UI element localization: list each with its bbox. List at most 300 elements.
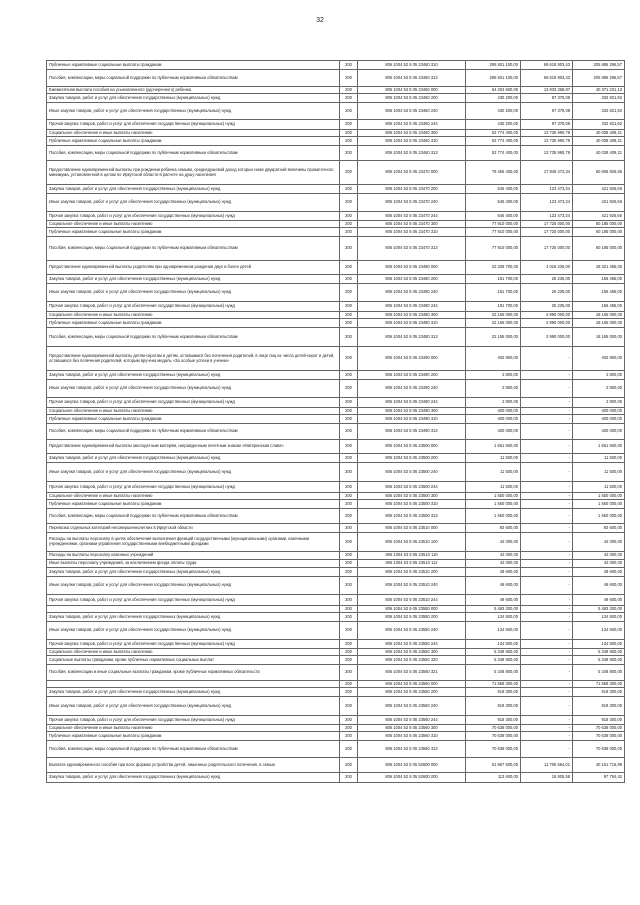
cell-executed: - xyxy=(521,606,573,613)
cell-approved: 545 400,00 xyxy=(466,194,521,212)
cell-description: Пособия, компенсации, меры социальной поддержки по публичным нормативным обязательствам xyxy=(47,741,340,758)
cell-budget-classification-code: 806 1004 53 5 05 23490 244 xyxy=(358,398,466,408)
cell-approved: 545 400,00 xyxy=(466,212,521,221)
cell-executed: - xyxy=(521,463,573,482)
cell-description: Предоставление единовременной выплаты многодетным матерям, награжденным почетным знаком «Материнская слава» xyxy=(47,440,340,454)
cell-executed: 3 990 000,00 xyxy=(521,312,573,319)
cell-unexecuted: 332 821,92 xyxy=(573,94,625,103)
cell-executed: - xyxy=(521,640,573,649)
cell-description: Закупка товаров, работ и услуг для обеспечения государственных (муниципальных) нужд xyxy=(47,773,340,783)
cell-description: Расходы на выплаты персоналу казенных учреждений xyxy=(47,552,340,560)
cell-line-code: 200 xyxy=(340,454,358,463)
cell-budget-classification-code: 806 1004 53 5 05 23480 313 xyxy=(358,328,466,347)
cell-approved: 181 700,00 xyxy=(466,302,521,312)
cell-description: Прочая закупка товаров, работ и услуг для обеспечения государственных (муниципальных) нужд xyxy=(47,482,340,493)
cell-line-code: 200 xyxy=(340,130,358,137)
cell-description: Закупка товаров, работ и услуг для обеспечения государственных (муниципальных) нужд xyxy=(47,94,340,103)
table-row xyxy=(47,61,625,70)
cell-unexecuted: 205 886 296,57 xyxy=(573,70,625,87)
cell-line-code: 200 xyxy=(340,697,358,716)
cell-line-code: 200 xyxy=(340,725,358,732)
cell-description: Предоставление единовременной выплаты родителям при одновременном рождении двух и более детей xyxy=(47,261,340,275)
cell-description: Социальное обеспечение и иные выплаты населению xyxy=(47,493,340,500)
cell-description: Прочая закупка товаров, работ и услуг для обеспечения государственных (муниципальных) нужд xyxy=(47,398,340,408)
cell-executed: - xyxy=(521,732,573,741)
cell-approved: 918 300,00 xyxy=(466,716,521,725)
cell-description: Пособия, компенсации и иные социальные выплаты гражданам, кроме публичных нормативных обязательств xyxy=(47,665,340,681)
cell-description: Прочая закупка товаров, работ и услуг для обеспечения государственных (муниципальных) нужд xyxy=(47,212,340,221)
cell-line-code: 200 xyxy=(340,560,358,568)
cell-budget-classification-code: 806 1004 53 5 05 23490 240 xyxy=(358,380,466,398)
table-row xyxy=(47,103,625,120)
cell-description: Пособия, компенсации, меры социальной поддержки по публичным нормативным обязательствам xyxy=(47,424,340,440)
cell-description: Иные закупки товаров, работ и услуг для обеспечения государственных (муниципальных) нужд xyxy=(47,194,340,212)
cell-line-code: 200 xyxy=(340,716,358,725)
cell-description: Закупка товаров, работ и услуг для обеспечения государственных (муниципальных) нужд xyxy=(47,613,340,622)
cell-approved: 5 348 800,00 xyxy=(466,649,521,656)
cell-description: Пособия, компенсации, меры социальной поддержки по публичным нормативным обязательствам xyxy=(47,237,340,261)
cell-line-code: 200 xyxy=(340,440,358,454)
cell-line-code: 200 xyxy=(340,103,358,120)
table-row xyxy=(47,500,625,509)
table-row xyxy=(47,94,625,103)
cell-unexecuted: 60 185 000,00 xyxy=(573,221,625,228)
cell-budget-classification-code: 806 1004 53 5 05 23510 000 xyxy=(358,524,466,533)
cell-unexecuted: 156 465,00 xyxy=(573,302,625,312)
cell-executed: 15 805,58 xyxy=(521,773,573,783)
cell-line-code: 200 xyxy=(340,284,358,302)
cell-unexecuted: 332 821,92 xyxy=(573,120,625,130)
cell-unexecuted: 918 300,00 xyxy=(573,688,625,697)
cell-budget-classification-code: 806 1004 53 5 05 23480 310 xyxy=(358,319,466,328)
cell-budget-classification-code: 806 1004 53 5 05 23550 240 xyxy=(358,622,466,640)
cell-approved: 5 348 800,00 xyxy=(466,665,521,681)
cell-line-code: 200 xyxy=(340,194,358,212)
cell-budget-classification-code: 806 1004 53 5 05 23550 320 xyxy=(358,656,466,665)
cell-approved: 400 000,00 xyxy=(466,408,521,415)
cell-executed: - xyxy=(521,424,573,440)
cell-description: Публичные нормативные социальные выплаты гражданам xyxy=(47,500,340,509)
cell-description: Социальные выплаты гражданам, кроме публичных нормативных социальных выплат xyxy=(47,656,340,665)
cell-executed: - xyxy=(521,454,573,463)
table-row xyxy=(47,146,625,161)
cell-description: Иные закупки товаров, работ и услуг для обеспечения государственных (муниципальных) нужд xyxy=(47,577,340,595)
cell-approved: 918 300,00 xyxy=(466,697,521,716)
cell-line-code: 200 xyxy=(340,613,358,622)
cell-budget-classification-code: 806 1004 53 5 05 23500 310 xyxy=(358,500,466,509)
cell-approved: 918 300,00 xyxy=(466,688,521,697)
cell-unexecuted: 70 638 000,00 xyxy=(573,741,625,758)
cell-budget-classification-code: 806 1004 53 5 05 23460 310 xyxy=(358,137,466,146)
cell-budget-classification-code: 806 1004 53 5 05 23460 244 xyxy=(358,120,466,130)
cell-approved: 93 600,00 xyxy=(466,524,521,533)
cell-approved: 22 336 700,00 xyxy=(466,261,521,275)
cell-description: Прочая закупка товаров, работ и услуг для обеспечения государственных (муниципальных) нужд xyxy=(47,640,340,649)
cell-executed: 123 473,34 xyxy=(521,185,573,194)
cell-line-code: 200 xyxy=(340,524,358,533)
cell-description: Ежемесячная выплата пособия на усыновленного (удочеренного) ребенка xyxy=(47,87,340,94)
cell-approved: 1 650 000,00 xyxy=(466,500,521,509)
cell-description: Социальное обеспечение и иные выплаты населению xyxy=(47,312,340,319)
cell-executed: - xyxy=(521,595,573,606)
table-row xyxy=(47,440,625,454)
cell-budget-classification-code: 806 1004 53 5 05 23460 310 xyxy=(358,61,466,70)
cell-approved: 70 638 000,00 xyxy=(466,732,521,741)
table-row xyxy=(47,120,625,130)
cell-unexecuted: 60 185 000,00 xyxy=(573,228,625,237)
cell-line-code: 200 xyxy=(340,741,358,758)
cell-executed: - xyxy=(521,482,573,493)
table-row xyxy=(47,560,625,568)
table-row xyxy=(47,509,625,524)
cell-description: Иные закупки товаров, работ и услуг для обеспечения государственных (муниципальных) нужд xyxy=(47,380,340,398)
table-row xyxy=(47,415,625,424)
cell-budget-classification-code: 806 1004 53 5 05 23550 321 xyxy=(358,665,466,681)
cell-description: Иные закупки товаров, работ и услуг для обеспечения государственных (муниципальных) нужд xyxy=(47,103,340,120)
cell-unexecuted: 18 165 000,00 xyxy=(573,312,625,319)
cell-budget-classification-code: 806 1004 53 5 05 23500 000 xyxy=(358,440,466,454)
table-row xyxy=(47,533,625,552)
cell-approved: 49 600,00 xyxy=(466,577,521,595)
cell-approved: 295 501 100,00 xyxy=(466,70,521,87)
cell-line-code: 200 xyxy=(340,371,358,380)
cell-line-code: 200 xyxy=(340,275,358,284)
table-row xyxy=(47,552,625,560)
cell-unexecuted: 5 348 800,00 xyxy=(573,656,625,665)
cell-unexecuted: 11 500,00 xyxy=(573,454,625,463)
cell-executed: - xyxy=(521,560,573,568)
cell-approved: 1 650 000,00 xyxy=(466,509,521,524)
cell-budget-classification-code: 806 1004 53 5 05 23560 310 xyxy=(358,732,466,741)
cell-executed: 17 725 000,00 xyxy=(521,221,573,228)
cell-budget-classification-code: 806 1004 53 5 05 23500 244 xyxy=(358,482,466,493)
cell-approved: 22 155 000,00 xyxy=(466,328,521,347)
cell-description: Прочая закупка товаров, работ и услуг для обеспечения государственных (муниципальных) нужд xyxy=(47,716,340,725)
cell-line-code: 200 xyxy=(340,87,358,94)
cell-budget-classification-code: 806 1004 53 5 05 23460 313 xyxy=(358,70,466,87)
table-row xyxy=(47,185,625,194)
cell-budget-classification-code: 806 1004 53 5 05 23500 200 xyxy=(358,454,466,463)
cell-unexecuted: 400 000,00 xyxy=(573,408,625,415)
cell-line-code: 200 xyxy=(340,640,358,649)
cell-description: Закупка товаров, работ и услуг для обеспечения государственных (муниципальных) нужд xyxy=(47,371,340,380)
cell-approved: 134 500,00 xyxy=(466,640,521,649)
cell-budget-classification-code: 806 1004 53 5 05 23500 240 xyxy=(358,463,466,482)
cell-line-code: 200 xyxy=(340,552,358,560)
cell-unexecuted: 71 558 300,00 xyxy=(573,681,625,688)
cell-approved: 53 774 400,00 xyxy=(466,137,521,146)
cell-approved: 11 500,00 xyxy=(466,482,521,493)
cell-unexecuted: 97 794,42 xyxy=(573,773,625,783)
cell-approved: 430 200,00 xyxy=(466,120,521,130)
cell-executed: 25 235,00 xyxy=(521,275,573,284)
cell-executed: 97 378,08 xyxy=(521,103,573,120)
cell-executed: - xyxy=(521,622,573,640)
cell-executed: 4 015 235,00 xyxy=(521,261,573,275)
cell-approved: 11 500,00 xyxy=(466,454,521,463)
cell-executed: 97 378,08 xyxy=(521,120,573,130)
cell-unexecuted: 5 483 300,00 xyxy=(573,606,625,613)
cell-budget-classification-code: 806 1004 53 5 05 23460 000 xyxy=(358,87,466,94)
cell-approved: 545 400,00 xyxy=(466,185,521,194)
cell-budget-classification-code: 806 1004 53 5 05 23510 112 xyxy=(358,560,466,568)
cell-unexecuted: 18 165 000,00 xyxy=(573,328,625,347)
table-row xyxy=(47,688,625,697)
cell-approved: 1 661 500,00 xyxy=(466,440,521,454)
cell-approved: 77 910 000,00 xyxy=(466,228,521,237)
cell-executed: 123 473,34 xyxy=(521,212,573,221)
table-row xyxy=(47,463,625,482)
cell-description: Пособия, компенсации, меры социальной поддержки по публичным нормативным обязательствам xyxy=(47,70,340,87)
cell-approved: 400 000,00 xyxy=(466,415,521,424)
cell-budget-classification-code: 806 1004 53 5 05 23510 100 xyxy=(358,533,466,552)
cell-unexecuted: 1 650 000,00 xyxy=(573,493,625,500)
cell-budget-classification-code: 806 1004 53 5 05 23480 200 xyxy=(358,275,466,284)
cell-line-code: 200 xyxy=(340,146,358,161)
cell-budget-classification-code: 806 1004 53 5 05 23490 300 xyxy=(358,408,466,415)
cell-line-code: 200 xyxy=(340,665,358,681)
cell-line-code: 200 xyxy=(340,509,358,524)
cell-budget-classification-code: 806 1004 53 5 05 23480 240 xyxy=(358,284,466,302)
cell-description: Прочая закупка товаров, работ и услуг для обеспечения государственных (муниципальных) нужд xyxy=(47,302,340,312)
cell-executed: 3 990 000,00 xyxy=(521,328,573,347)
cell-budget-classification-code: 806 1004 53 5 05 52600 000 xyxy=(358,758,466,773)
cell-line-code: 200 xyxy=(340,328,358,347)
cell-budget-classification-code: 806 1004 53 5 05 23510 200 xyxy=(358,568,466,577)
cell-approved: 51 867 500,00 xyxy=(466,758,521,773)
cell-description: Социальное обеспечение и иные выплаты населению xyxy=(47,649,340,656)
cell-unexecuted: 5 348 800,00 xyxy=(573,665,625,681)
cell-budget-classification-code: 806 1004 53 5 05 23510 110 xyxy=(358,552,466,560)
cell-executed: - xyxy=(521,649,573,656)
table-row xyxy=(47,758,625,773)
cell-line-code: 200 xyxy=(340,185,358,194)
cell-approved: 54 204 600,00 xyxy=(466,87,521,94)
table-row xyxy=(47,595,625,606)
table-row xyxy=(47,649,625,656)
cell-unexecuted: 18 321 465,00 xyxy=(573,261,625,275)
cell-executed: - xyxy=(521,716,573,725)
cell-unexecuted: 400 000,00 xyxy=(573,424,625,440)
cell-description: Предоставление единовременной выплаты при рождении ребенка семьям, среднедушевой доход которых ниже двукратной величины прожиточного минимума, установленной в целом по Иркутской области в расчете на душу населения xyxy=(47,161,340,185)
cell-approved: 44 000,00 xyxy=(466,552,521,560)
cell-unexecuted: 49 600,00 xyxy=(573,568,625,577)
cell-description: Иные закупки товаров, работ и услуг для обеспечения государственных (муниципальных) нужд xyxy=(47,463,340,482)
cell-unexecuted: 44 000,00 xyxy=(573,533,625,552)
cell-line-code: 200 xyxy=(340,493,358,500)
cell-approved: 70 638 000,00 xyxy=(466,741,521,758)
cell-description: Социальное обеспечение и иные выплаты населению xyxy=(47,130,340,137)
cell-unexecuted: 44 000,00 xyxy=(573,552,625,560)
table-row xyxy=(47,568,625,577)
cell-description xyxy=(47,606,340,613)
table-row xyxy=(47,424,625,440)
cell-budget-classification-code: 806 1004 53 5 05 23470 240 xyxy=(358,194,466,212)
cell-executed: - xyxy=(521,398,573,408)
cell-description: Закупка товаров, работ и услуг для обеспечения государственных (муниципальных) нужд xyxy=(47,688,340,697)
cell-executed: - xyxy=(521,688,573,697)
table-row xyxy=(47,161,625,185)
table-row xyxy=(47,212,625,221)
cell-line-code: 200 xyxy=(340,688,358,697)
cell-unexecuted: 1 661 500,00 xyxy=(573,440,625,454)
cell-budget-classification-code: 806 1004 53 5 05 23490 313 xyxy=(358,424,466,440)
cell-unexecuted: 2 800,00 xyxy=(573,398,625,408)
cell-description: Закупка товаров, работ и услуг для обеспечения государственных (муниципальных) нужд xyxy=(47,454,340,463)
cell-executed: 25 235,00 xyxy=(521,302,573,312)
cell-unexecuted: 421 926,66 xyxy=(573,185,625,194)
cell-budget-classification-code: 806 1004 53 5 05 23480 000 xyxy=(358,261,466,275)
cell-approved: 53 774 400,00 xyxy=(466,130,521,137)
cell-executed: - xyxy=(521,725,573,732)
cell-approved: 22 155 000,00 xyxy=(466,312,521,319)
cell-unexecuted: 402 800,00 xyxy=(573,347,625,371)
cell-line-code: 200 xyxy=(340,261,358,275)
cell-executed: - xyxy=(521,613,573,622)
cell-line-code: 200 xyxy=(340,228,358,237)
cell-unexecuted: 5 348 800,00 xyxy=(573,649,625,656)
cell-budget-classification-code: 806 1004 53 5 05 23490 000 xyxy=(358,347,466,371)
cell-line-code: 200 xyxy=(340,773,358,783)
cell-unexecuted: 134 500,00 xyxy=(573,613,625,622)
cell-approved: 134 500,00 xyxy=(466,613,521,622)
cell-executed: 69 618 803,43 xyxy=(521,61,573,70)
cell-line-code: 200 xyxy=(340,656,358,665)
cell-unexecuted: 11 500,00 xyxy=(573,482,625,493)
cell-budget-classification-code: 806 1004 53 5 05 23470 000 xyxy=(358,161,466,185)
cell-description: Публичные нормативные социальные выплаты гражданам xyxy=(47,732,340,741)
cell-executed: - xyxy=(521,500,573,509)
cell-line-code: 200 xyxy=(340,120,358,130)
cell-line-code: 200 xyxy=(340,415,358,424)
table-row xyxy=(47,408,625,415)
cell-unexecuted: 40 038 409,21 xyxy=(573,146,625,161)
cell-unexecuted: 134 500,00 xyxy=(573,622,625,640)
cell-budget-classification-code: 806 1004 53 5 05 23510 240 xyxy=(358,577,466,595)
cell-executed: - xyxy=(521,408,573,415)
table-row xyxy=(47,732,625,741)
cell-executed: 17 725 000,00 xyxy=(521,237,573,261)
cell-budget-classification-code: 806 1004 53 5 05 23470 310 xyxy=(358,228,466,237)
cell-executed: 13 735 990,79 xyxy=(521,146,573,161)
cell-line-code: 200 xyxy=(340,482,358,493)
cell-line-code: 200 xyxy=(340,408,358,415)
table-row xyxy=(47,312,625,319)
table-row xyxy=(47,221,625,228)
cell-executed: - xyxy=(521,577,573,595)
cell-description: Публичные нормативные социальные выплаты гражданам xyxy=(47,228,340,237)
table-row xyxy=(47,524,625,533)
cell-budget-classification-code: 806 1004 53 5 05 23480 244 xyxy=(358,302,466,312)
cell-line-code: 200 xyxy=(340,681,358,688)
cell-line-code: 200 xyxy=(340,347,358,371)
table-row xyxy=(47,284,625,302)
table-row xyxy=(47,454,625,463)
cell-unexecuted: 18 165 000,00 xyxy=(573,319,625,328)
table-row xyxy=(47,261,625,275)
cell-approved: 430 200,00 xyxy=(466,94,521,103)
cell-unexecuted: 40 161 715,99 xyxy=(573,758,625,773)
cell-executed: 13 735 990,79 xyxy=(521,130,573,137)
cell-line-code: 200 xyxy=(340,319,358,328)
cell-line-code: 200 xyxy=(340,649,358,656)
cell-line-code: 200 xyxy=(340,137,358,146)
cell-unexecuted: 2 800,00 xyxy=(573,371,625,380)
cell-approved: 402 800,00 xyxy=(466,347,521,371)
cell-description: Иные закупки товаров, работ и услуг для обеспечения государственных (муниципальных) нужд xyxy=(47,622,340,640)
table-row xyxy=(47,328,625,347)
cell-description xyxy=(47,681,340,688)
cell-description: Социальное обеспечение и иные выплаты населению xyxy=(47,221,340,228)
cell-line-code: 200 xyxy=(340,161,358,185)
cell-description: Иные выплаты персоналу учреждений, за исключением фонда оплаты труда xyxy=(47,560,340,568)
cell-description: Выплата единовременного пособия при всех формах устройства детей, лишенных родительского попечения, в семью xyxy=(47,758,340,773)
cell-approved: 71 558 300,00 xyxy=(466,681,521,688)
cell-line-code: 200 xyxy=(340,221,358,228)
cell-approved: 53 774 400,00 xyxy=(466,146,521,161)
cell-unexecuted: 332 821,92 xyxy=(573,103,625,120)
cell-line-code: 200 xyxy=(340,463,358,482)
budget-execution-table xyxy=(46,60,625,783)
cell-line-code: 200 xyxy=(340,380,358,398)
cell-approved: 2 800,00 xyxy=(466,380,521,398)
cell-executed: 25 235,00 xyxy=(521,284,573,302)
cell-description: Публичные нормативные социальные выплаты гражданам xyxy=(47,61,340,70)
cell-executed: - xyxy=(521,681,573,688)
cell-budget-classification-code: 806 1004 53 5 05 23470 244 xyxy=(358,212,466,221)
cell-description: Прочая закупка товаров, работ и услуг для обеспечения государственных (муниципальных) нужд xyxy=(47,595,340,606)
cell-approved: 44 000,00 xyxy=(466,533,521,552)
cell-unexecuted: 134 500,00 xyxy=(573,640,625,649)
table-row xyxy=(47,380,625,398)
table-row xyxy=(47,194,625,212)
cell-budget-classification-code: 806 1004 53 5 05 23560 200 xyxy=(358,688,466,697)
cell-line-code: 200 xyxy=(340,212,358,221)
cell-description: Расходы на выплаты персоналу в целях обеспечения выполнения функций государственными (муниципальными) органами, казенными учреждениями, органами управления государственными внебюджетными фондами xyxy=(47,533,340,552)
cell-executed: - xyxy=(521,524,573,533)
cell-budget-classification-code: 806 1004 53 5 05 23460 240 xyxy=(358,103,466,120)
cell-unexecuted: 49 600,00 xyxy=(573,577,625,595)
cell-executed: 13 735 990,79 xyxy=(521,137,573,146)
page-number: 32 xyxy=(316,17,324,24)
table-row xyxy=(47,656,625,665)
cell-description: Иные закупки товаров, работ и услуг для обеспечения государственных (муниципальных) нужд xyxy=(47,697,340,716)
cell-description: Пособия, компенсации, меры социальной поддержки по публичным нормативным обязательствам xyxy=(47,328,340,347)
table-row xyxy=(47,371,625,380)
cell-unexecuted: 60 185 000,00 xyxy=(573,237,625,261)
cell-executed: - xyxy=(521,665,573,681)
cell-budget-classification-code: 806 1004 53 5 05 23560 313 xyxy=(358,741,466,758)
cell-line-code: 200 xyxy=(340,312,358,319)
cell-line-code: 200 xyxy=(340,94,358,103)
cell-unexecuted: 93 600,00 xyxy=(573,524,625,533)
cell-unexecuted: 40 038 409,21 xyxy=(573,137,625,146)
cell-executed: 11 705 684,01 xyxy=(521,758,573,773)
table-row xyxy=(47,398,625,408)
cell-approved: 49 600,00 xyxy=(466,595,521,606)
cell-description: Публичные нормативные социальные выплаты гражданам xyxy=(47,319,340,328)
cell-unexecuted: 918 300,00 xyxy=(573,716,625,725)
cell-executed: 17 725 000,00 xyxy=(521,228,573,237)
table-row xyxy=(47,640,625,649)
cell-budget-classification-code: 806 1004 53 5 05 23460 313 xyxy=(358,146,466,161)
table-row xyxy=(47,613,625,622)
cell-line-code: 200 xyxy=(340,758,358,773)
cell-line-code: 200 xyxy=(340,61,358,70)
cell-budget-classification-code: 806 1004 53 5 05 23460 300 xyxy=(358,130,466,137)
cell-line-code: 200 xyxy=(340,70,358,87)
cell-budget-classification-code: 806 1004 53 5 05 23550 244 xyxy=(358,640,466,649)
